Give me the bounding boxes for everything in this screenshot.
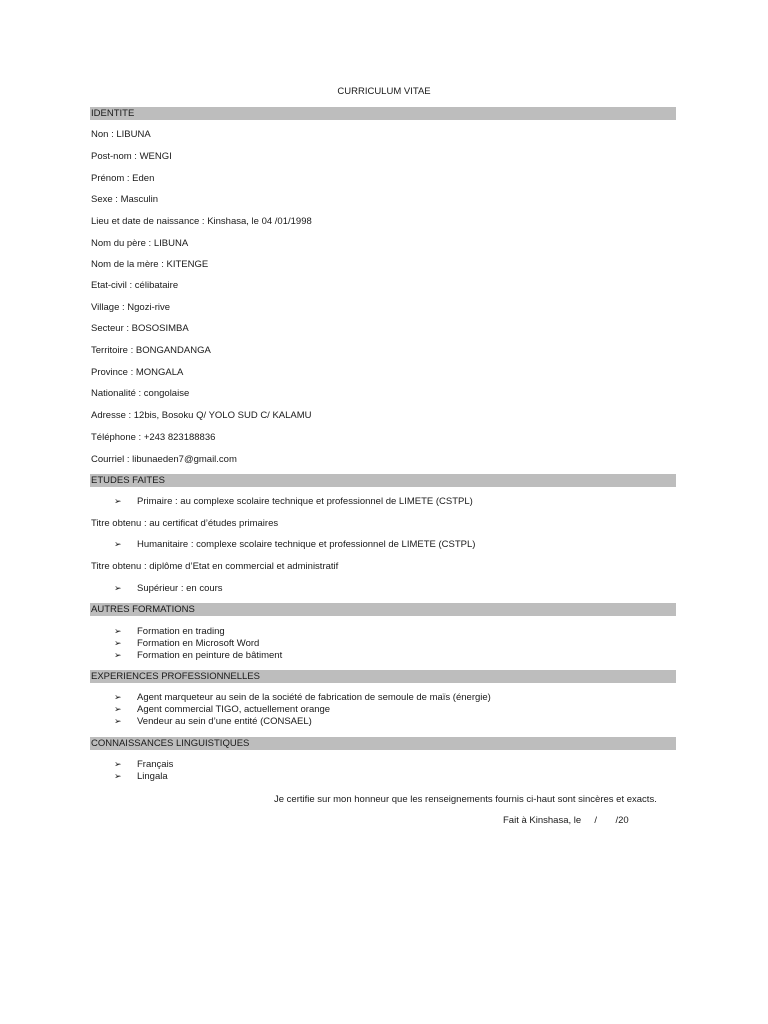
list-item-text: Lingala [137,771,168,782]
arrow-bullet-icon: ➢ [114,759,122,769]
field-telephone: Téléphone : +243 823188836 [91,432,216,443]
field-nom: Non : LIBUNA [91,129,151,140]
field-adresse: Adresse : 12bis, Bosoku Q/ YOLO SUD C/ KALAMU [91,410,312,421]
field-province: Province : MONGALA [91,367,184,378]
place-date-line: Fait à Kinshasa, le / /20 [503,815,629,826]
arrow-bullet-icon: ➢ [114,638,122,648]
arrow-bullet-icon: ➢ [114,496,122,506]
list-item-text: Vendeur au sein d’une entité (CONSAEL) [137,716,312,727]
list-item-formation [114,650,282,661]
field-lieu-date-naissance: Lieu et date de naissance : Kinshasa, le 04 /01/1998 [91,216,312,227]
list-item-text: Français [137,759,174,770]
list-item-experience [114,692,491,703]
list-item-primaire [114,496,473,507]
field-nom-pere: Nom du père : LIBUNA [91,238,189,249]
field-post-nom: Post-nom : WENGI [91,151,172,162]
certification-statement: Je certifie sur mon honneur que les renseignements fournis ci-haut sont sincères et exacts. [274,794,657,805]
arrow-bullet-icon: ➢ [114,626,122,636]
field-village: Village : Ngozi-rive [91,302,171,313]
arrow-bullet-icon: ➢ [114,704,122,714]
list-item-humanitaire [114,539,475,550]
titre-obtenu-primaire: Titre obtenu : au certificat d’études primaires [91,518,279,529]
list-item-text: Humanitaire : complexe scolaire technique et professionnel de LIMETE (CSTPL) [137,539,476,550]
list-item-text: Formation en Microsoft Word [137,638,260,649]
arrow-bullet-icon: ➢ [114,650,122,660]
list-item-formation [114,638,259,649]
list-item-text: Formation en peinture de bâtiment [137,650,283,661]
section-header-langues: CONNAISSANCES LINGUISTIQUES [90,737,676,750]
list-item-text: Supérieur : en cours [137,583,223,594]
list-item-langue [114,771,168,782]
arrow-bullet-icon: ➢ [114,716,122,726]
arrow-bullet-icon: ➢ [114,692,122,702]
arrow-bullet-icon: ➢ [114,539,122,549]
field-courriel: Courriel : libunaeden7@gmail.com [91,454,237,465]
field-nom-mere: Nom de la mère : KITENGE [91,259,209,270]
field-territoire: Territoire : BONGANDANGA [91,345,211,356]
list-item-text: Formation en trading [137,626,225,637]
field-sexe: Sexe : Masculin [91,194,159,205]
section-header-etudes: ETUDES FAITES [90,474,676,487]
list-item-superieur [114,583,223,594]
titre-obtenu-humanitaire: Titre obtenu : diplôme d’Etat en commercial et administratif [91,561,339,572]
field-prenom: Prénom : Eden [91,173,155,184]
field-etat-civil: Etat-civil : célibataire [91,280,179,291]
section-header-identite: IDENTITE [90,107,676,120]
document-title: CURRICULUM VITAE [337,86,431,97]
arrow-bullet-icon: ➢ [114,771,122,781]
list-item-text: Primaire : au complexe scolaire technique et professionnel de LIMETE (CSTPL) [137,496,473,507]
arrow-bullet-icon: ➢ [114,583,122,593]
list-item-text: Agent commercial TIGO, actuellement orange [137,704,331,715]
list-item-text: Agent marqueteur au sein de la société de fabrication de semoule de maïs (énergie) [137,692,491,703]
list-item-experience [114,716,312,727]
section-header-experiences: EXPERIENCES PROFESSIONNELLES [90,670,676,683]
list-item-experience [114,704,330,715]
section-header-autres-formations: AUTRES FORMATIONS [90,603,676,616]
list-item-langue [114,759,173,770]
list-item-formation [114,626,225,637]
field-nationalite: Nationalité : congolaise [91,388,190,399]
field-secteur: Secteur : BOSOSIMBA [91,323,189,334]
